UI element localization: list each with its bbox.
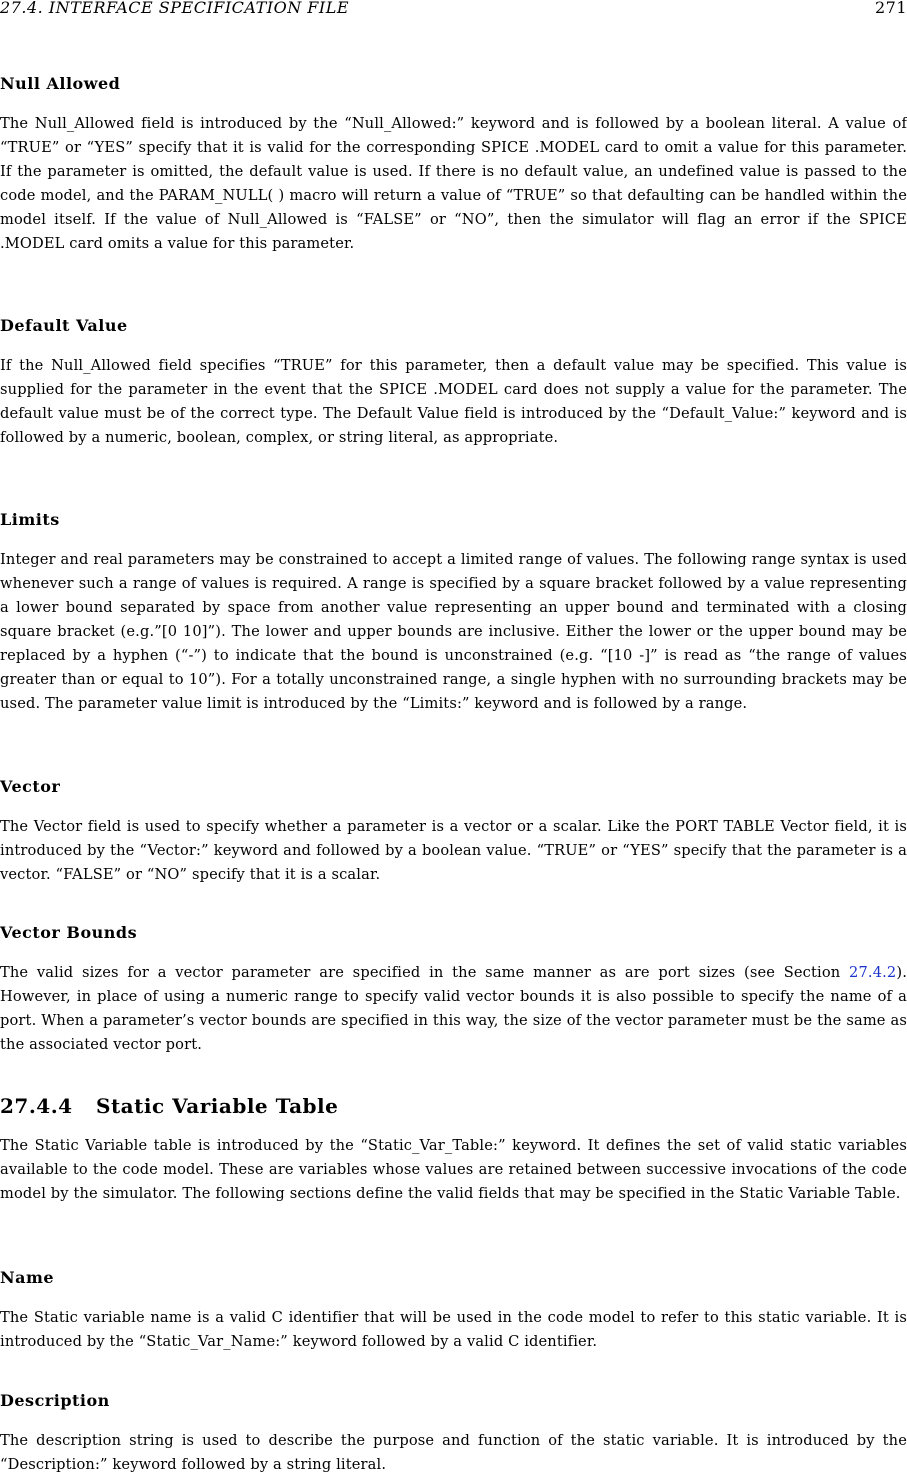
section-number: 27.4.4 (0, 1094, 73, 1118)
section-default-value (0, 316, 907, 450)
section-static-variable-table (0, 1094, 907, 1206)
section-description (0, 1391, 907, 1477)
paragraph-limits: Integer and real parameters may be constrained to accept a limited range of values. The following range syntax is used whenever such a range of values is required. A range is specified by a square bracket followed by a value representing a lower bound separated by space from another value representing an upper bound and terminated with a closing square bracket (e.g.”[0 10]”). The lower and upper bounds are inclusive. Either the lower or the upper bound may be replaced by a hyphen (“-”) to indicate that the bound is unconstrained (e.g. “[10 -]” is read as “the range of values greater than or equal to 10”). For a totally unconstrained range, a single hyphen with no surrounding brackets may be used. The parameter value limit is introduced by the “Limits:” keyword and is followed by a range. (0, 551, 907, 712)
heading-static-variable-table (0, 1094, 907, 1118)
vector-bounds-text-after: ). However, in place of using a numeric range to specify valid vector bounds it is also possible to specify the name of a port. When a parameter’s vector bounds are specified in this way, the size of the vector parameter must be the same as the associated vector port. (0, 964, 907, 1053)
heading-vector: Vector (0, 777, 61, 796)
heading-name: Name (0, 1268, 55, 1287)
section-null-allowed (0, 74, 907, 256)
heading-default-value: Default Value (0, 316, 128, 335)
paragraph-vector: The Vector field is used to specify whether a parameter is a vector or a scalar. Like the PORT TABLE Vector field, it is introduced by the “Vector:” keyword and followed by a boolean value. “TRUE” or “YES” specify that the parameter is a vector. “FALSE” or “NO” specify that it is a scalar. (0, 818, 907, 883)
page-header (0, 0, 907, 20)
paragraph-static-variable-table: The Static Variable table is introduced by the “Static_Var_Table:” keyword. It defines the set of valid static variables available to the code model. These are variables whose values are retained between successive invocations of the code model by the simulator. The following sections define the valid fields that may be specified in the Static Variable Table. (0, 1137, 907, 1202)
paragraph-null-allowed: The Null_Allowed field is introduced by the “Null_Allowed:” keyword and is followed by a boolean literal. A value of “TRUE” or “YES” specify that it is valid for the corresponding SPICE .MODEL card to omit a value for this parameter. If the parameter is omitted, the default value is used. If there is no default value, an undefined value is passed to the code model, and the PARAM_NULL( ) macro will return a value of “TRUE” so that defaulting can be handled within the model itself. If the value of Null_Allowed is “FALSE” or “NO”, then the simulator will flag an error if the SPICE .MODEL card omits a value for this parameter. (0, 115, 907, 252)
page-number: 271 (874, 0, 907, 17)
section-name (0, 1268, 907, 1354)
section-limits (0, 510, 907, 716)
heading-vector-bounds: Vector Bounds (0, 923, 138, 942)
heading-limits: Limits (0, 510, 60, 529)
section-link-27-4-2[interactable]: 27.4.2 (849, 964, 897, 981)
paragraph-name: The Static variable name is a valid C identifier that will be used in the code model to refer to this static variable. It is introduced by the “Static_Var_Name:” keyword followed by a valid C identifier. (0, 1309, 907, 1350)
paragraph-vector-bounds (0, 961, 907, 1057)
paragraph-default-value: If the Null_Allowed field specifies “TRUE” for this parameter, then a default value may be specified. This value is supplied for the parameter in the event that the SPICE .MODEL card does not supply a value for the parameter. The default value must be of the correct type. The Default Value field is introduced by the “Default_Value:” keyword and is followed by a numeric, boolean, complex, or string literal, as appropriate. (0, 357, 907, 446)
section-vector (0, 777, 907, 887)
section-title: Static Variable Table (96, 1094, 339, 1118)
running-header: 27.4. INTERFACE SPECIFICATION FILE (0, 0, 350, 17)
vector-bounds-text-before: The valid sizes for a vector parameter are specified in the same manner as are port sizes (see Section (0, 964, 850, 981)
heading-description: Description (0, 1391, 110, 1410)
section-vector-bounds (0, 923, 907, 1057)
heading-null-allowed: Null Allowed (0, 74, 121, 93)
paragraph-description: The description string is used to describe the purpose and function of the static variable. It is introduced by the “Description:” keyword followed by a string literal. (0, 1432, 907, 1473)
